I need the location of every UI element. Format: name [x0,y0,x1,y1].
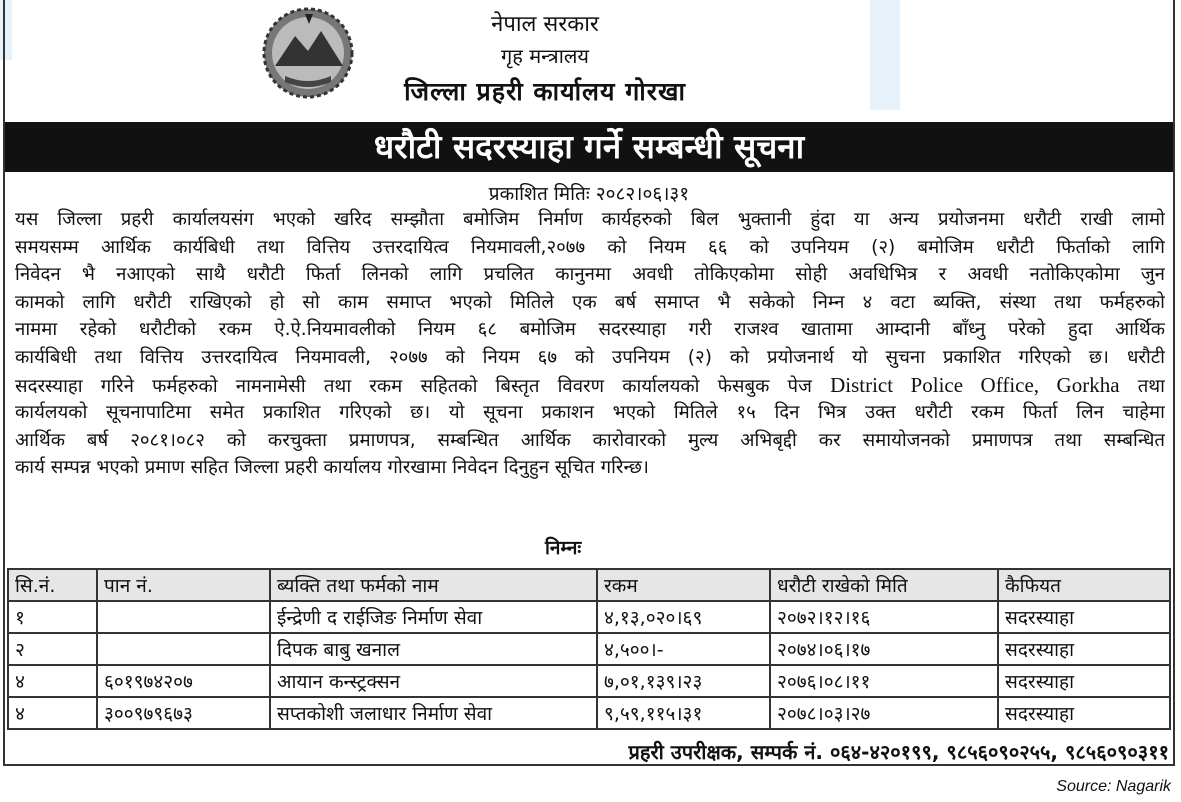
cell-name: आयान कन्स्ट्रक्सन [270,665,597,697]
body-line: कार्य सम्पन्न भएको प्रमाण सहित जिल्ला प्रहरी कार्यालय गोरखामा निवेदन दिनुहुन सूचित गरिन्छ। [15,457,649,479]
body-line: कार्यलयको सूचनापाटिमा समेत प्रकाशित गरिएको छ। यो सूचना प्रकाशन भएको मितिले १५ दिन भित्र उक्त धरौटी रकम फिर्ता लिन चाहेमा [15,402,1165,424]
list-heading: निम्नः [545,537,582,559]
col-deposit-date: धरौटी राखेको मिति [770,569,998,601]
cell-pan: ३००९७९६७३ [97,697,270,729]
body-line: समयसम्म आर्थिक कार्यबिधी तथा वित्तिय उत्तरदायित्व नियमावली,२०७७ को नियम ६६ को उपनियम (२) बमोजिम धरौटी फिर्ताको लागि [15,236,1165,258]
cell-name: सप्तकोशी जलाधार निर्माण सेवा [270,697,597,729]
body-line: कार्यबिधी तथा वित्तिय उत्तरदायित्व नियमावली, २०७७ को नियम ६७ को उपनियम (२) को प्रयोजनार्थ यो सुचना प्रकाशित गरिएको छ। धरौटी [15,346,1165,368]
cell-pan [97,633,270,665]
notice-title: धरौटी सदरस्याहा गर्ने सम्बन्धी सूचना [5,122,1173,172]
cell-date: २०७८।०३।२७ [770,697,998,729]
cell-date: २०७४।०६।१७ [770,633,998,665]
body-line: सदरस्याहा गरिने फर्महरुको नामनामेसी तथा रकम सहितको बिस्तृत विवरण कार्यालयको फेसबुक पेज [15,375,812,397]
facebook-page-name: District Police Office, Gorkha [830,372,1120,397]
body-line: निवेदन भै नआएको साथै धरौटी फिर्ता लिनको लागि प्रचलित कानुनमा अवधी तोकिएकोमा सोही अवधिभित्र र अवधी नतोकिएकोमा जुन [15,264,1165,286]
cell-serial: १ [8,601,97,633]
cell-serial: ४ [8,697,97,729]
cell-pan: ६०१९७४२०७ [97,665,270,697]
cell-amount: ७,०१,१३९।२३ [597,665,770,697]
cell-serial: २ [8,633,97,665]
deposit-table [7,568,1171,730]
cell-name: दिपक बाबु खनाल [270,633,597,665]
body-line: यस जिल्ला प्रहरी कार्यालयसंग भएको खरिद सम्झौता बमोजिम निर्माण कार्यहरुको बिल भुक्तानी हुंदा या अन्य प्रयोजनमा धरौटी राखी लामो [15,209,1165,230]
header-ministry: गृह मन्त्रालय [500,44,590,68]
table-row [8,633,1170,665]
contact-footer: प्रहरी उपरीक्षक, सम्पर्क नं. ०६४-४२०१९९, ९८५६०९०२५५, ९८५६०९०३११ [628,740,1169,764]
table-row [8,697,1170,729]
notice-body [15,206,1165,482]
col-pan: पान नं. [97,569,270,601]
source-credit: Source: Nagarik [1056,778,1171,795]
cell-date: २०७२।१२।१६ [770,601,998,633]
cell-amount: ४,१३,०२०।६९ [597,601,770,633]
cell-amount: ४,५००।- [597,633,770,665]
cell-remarks: सदरस्याहा [998,665,1170,697]
body-line: आर्थिक बर्ष २०८१।०८२ को करचुक्ता प्रमाणपत्र, सम्बन्धित आर्थिक कारोवारको मुल्य अभिबृद्दी कर समायोजनको प्रमाणपत्र तथा सम्बन्धित [15,429,1165,451]
cell-amount: ९,५९,११५।३१ [597,697,770,729]
table-row [8,601,1170,633]
col-name: ब्यक्ति तथा फर्मको नाम [270,569,597,601]
header-government: नेपाल सरकार [491,12,599,37]
table-header-row [8,569,1170,601]
published-date: प्रकाशित मितिः २०८२।०६।३१ [488,183,690,205]
cell-serial: ४ [8,665,97,697]
col-remarks: कैफियत [998,569,1170,601]
cell-date: २०७६।०८।११ [770,665,998,697]
col-amount: रकम [597,569,770,601]
body-line: नाममा रहेको धरौटीको रकम ऐ.ऐ.नियमावलीको नियम ६८ बमोजिम सदरस्याहा गरी राजश्व खातामा आम्दानी बाँध्नु परेको हुदा आर्थिक [15,319,1165,341]
cell-name: ईन्द्रेणी द राईजिङ निर्माण सेवा [270,601,597,633]
cell-remarks: सदरस्याहा [998,633,1170,665]
cell-pan [97,601,270,633]
cell-remarks: सदरस्याहा [998,697,1170,729]
cell-remarks: सदरस्याहा [998,601,1170,633]
body-line-suffix: तथा [1137,375,1165,397]
table-row [8,665,1170,697]
body-line-facebook [15,372,1165,400]
col-serial: सि.नं. [8,569,97,601]
body-line: कामको लागि धरौटी राखिएको हो सो काम समाप्त भएको मितिले एक बर्ष समाप्त भै सकेको निम्न ४ वटा ब्यक्ति, संस्था तथा फर्महरुको [15,291,1165,313]
header-office: जिल्ला प्रहरी कार्यालय गोरखा [404,77,686,106]
